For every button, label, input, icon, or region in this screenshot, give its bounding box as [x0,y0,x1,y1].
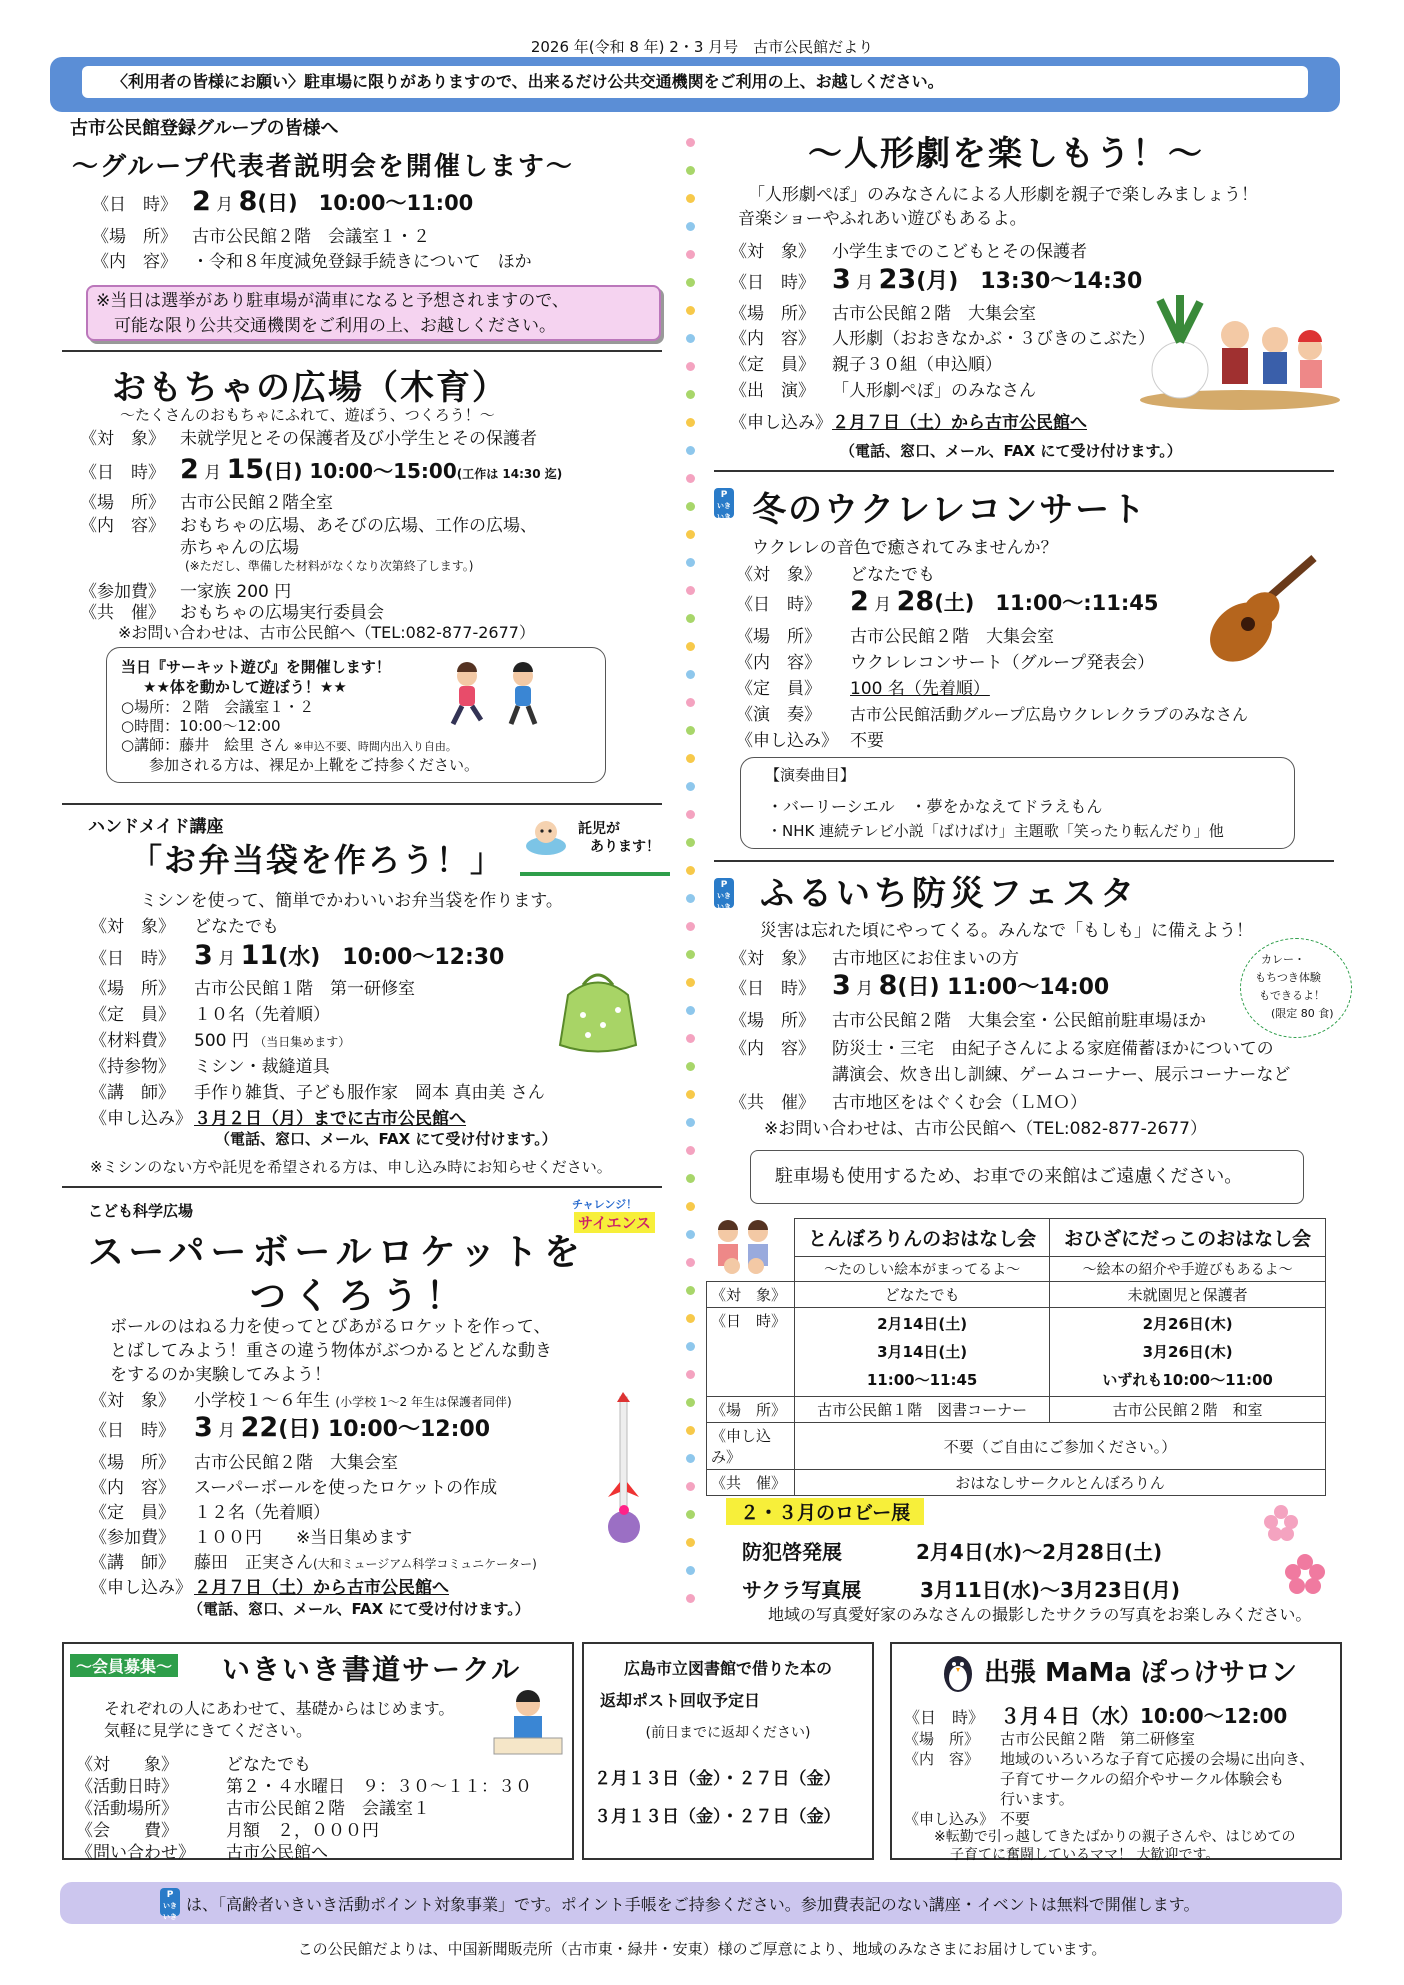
circuit-sub: ★★体を動かして遊ぼう！★★ [143,678,347,696]
date-value: 第２・４水曜日 ９：３０〜１１：３０ [226,1777,532,1797]
library-title2: 返却ポスト回収予定日 [600,1691,761,1710]
library-box [582,1642,874,1860]
points-icon: P いきいき [160,1888,180,1916]
bento-bag-illustration [548,960,648,1060]
fee-value: １００円 ※当日集めます [194,1528,413,1548]
circuit-shoes: 参加される方は、裸足か上靴をご持参ください。 [149,756,480,774]
date-month: 2 [850,586,869,617]
col2-time: いずれも10:00〜11:00 [1102,1371,1273,1389]
col2-title: おひざにだっこのおはなし会 [1050,1219,1326,1257]
col1-sub: 〜たのしい絵本がまってるよ〜 [795,1257,1050,1282]
content-line2: 子育てサークルの紹介やサークル体験会も [1000,1770,1285,1788]
col1-date2: 3月14日(土) [877,1343,968,1361]
host-value: 古市地区をはぐくむ会（ＬＭＯ） [832,1093,1087,1113]
shodo-desc1: それぞれの人にあわせて、基礎からはじめます。 [104,1699,455,1718]
target-value: どなたでも [850,565,935,585]
date-rest: (日) 10:00〜12:00 [278,1417,491,1442]
col1-target: どなたでも [795,1282,1050,1308]
date-rest: (日) 10:00〜11:00 [257,191,474,215]
label-place: 《場 所》 [736,627,821,647]
notice-text: 〈利用者の皆様にお願い〉駐車場に限りがありますので、出来るだけ公共交通機関をご利用の上、お越しください。 [82,66,1308,98]
lobby-e1-date: 2月4日(水)〜2月28日(土) [916,1540,1163,1564]
date-day: 8 [878,970,898,1001]
divider [62,803,662,805]
label-teacher: 《講 師》 [90,1083,175,1103]
content-line3: 行います。 [1000,1790,1074,1808]
label-date: 《日 時》 [730,273,815,293]
bento-note: ※ミシンのない方や託児を希望される方は、申し込み時にお知らせください。 [90,1158,612,1176]
date-month: 3 [194,1412,213,1443]
date-rest: (月) 13:30〜14:30 [916,269,1143,294]
page-footer: この公民館だよりは、中国新聞販売所（古市東・緑井・安東）様のご厚意により、地域のみなさまにお届けしています。 [297,1940,1107,1958]
library-title1: 広島市立図書館で借りた本の [623,1659,832,1678]
ukulele-illustration [1196,550,1326,670]
target-value: どなたでも [226,1755,311,1775]
content-line1: おもちゃの広場、あそびの広場、工作の広場、 [180,516,537,536]
target-value: 未就学児とその保護者及び小学生とその保護者 [180,429,537,449]
science-desc1: ボールのはねる力を使ってとびあがるロケットを作って、 [110,1317,551,1337]
bento-pre: ハンドメイド講座 [88,817,224,837]
fee-value: 一家族 200 円 [180,582,292,602]
contact-value: 古市公民館へ [226,1843,328,1863]
circuit-time: ○時間：10:00〜12:00 [121,717,281,735]
content-value: ・令和８年度減免登録手続きについて ほか [192,252,532,272]
apply-value: 不要（ご自由にご参加ください。） [795,1423,1326,1470]
content-line1: 地域のいろいろな子育て応援の会場に出向き、 [1000,1750,1315,1768]
col2-date1: 2月26日(木) [1142,1315,1233,1333]
content-line1: 防災士・三宅 由紀子さんによる家庭備蓄ほかについての [832,1039,1274,1059]
song-line2: ・NHK 連続テレビ小説「ばけばけ」主題歌「笑ったり転んだり」他 [767,822,1224,840]
date-note: (工作は 14:30 迄) [456,467,563,481]
label-target: 《対 象》 [736,565,821,585]
place-value: 古市公民館２階全室 [180,493,333,513]
label-apply: 《申し込み》 [707,1423,795,1470]
green-underline [520,872,670,876]
puppet-desc1: 「人形劇ぺぽ」のみなさんによる人形劇を親子で楽しみましょう！ [748,185,1258,205]
label-cap: 《定 員》 [90,1005,175,1025]
ohanashi-table [706,1218,1326,1496]
col1-date1: 2月14日(土) [877,1315,968,1333]
note-line1: ※当日は選挙があり駐車場が満車になると予想されますので、 [96,291,569,311]
apply-value: 不要 [1000,1810,1031,1828]
label-date: 《日 時》 [736,595,821,615]
date-day: 11 [240,940,279,971]
lobby-e2-date: 3月11日(水)〜3月23日(月) [920,1578,1181,1602]
label-place: 《場 所》 [90,979,175,999]
songs-box [740,757,1295,849]
apply-value: 不要 [850,731,884,751]
science-desc3: をするのか実験してみよう！ [110,1365,331,1385]
curry-bubble [1240,938,1352,1038]
label-target: 《対 象》 [730,949,815,969]
date-month: 2 [180,454,199,485]
points-icon: P いきいき [714,878,734,908]
label-bring: 《持参物》 [90,1057,175,1077]
note-line2: 可能な限り公共交通機関をご利用の上、お越しください。 [114,316,556,336]
toy-subtitle: 〜たくさんのおもちゃにふれて、遊ぼう、つくろう！〜 [120,406,495,424]
contact-line: ※お問い合わせは、古市公民館へ（TEL:082-877-2677） [764,1119,1207,1139]
place-value: 古市公民館２階 大集会室 [194,1453,398,1473]
cap-value: 親子３０組（申込順） [832,355,1002,375]
date-day: 8 [238,186,258,217]
teacher-value: 藤田 正実さん [194,1553,313,1573]
label-content: 《内 容》 [90,1478,175,1498]
date-value: ３月４日（水）10:00〜12:00 [1000,1704,1288,1728]
target-value: どなたでも [194,917,279,937]
date-rest: (日) 10:00〜15:00 [264,459,457,483]
label-date: 《日 時》 [90,949,175,969]
place-value: 古市公民館２階 大集会室・公民館前駐車場ほか [832,1011,1206,1031]
science-title2: つくろう！ [250,1276,471,1317]
label-perf: 《演 奏》 [736,705,821,725]
running-kids-illustration [437,662,557,732]
place-value: 古市公民館２階 大集会室 [832,304,1036,324]
science-desc2: とばしてみよう！重さの違う物体がぶつかるとどんな動き [110,1341,552,1361]
bento-title: 「お弁当袋を作ろう！」 [130,841,505,879]
library-date1: ２月１３日（金）・２７日（金） [594,1769,841,1789]
apply-sub: （電話、窓口、メール、FAX にて受け付けます。） [215,1130,557,1148]
content-line2: 赤ちゃんの広場 [180,538,299,558]
target-value: 小学生までのこどもとその保護者 [832,242,1087,262]
label-place: 《場 所》 [80,493,165,513]
label-apply: 《申し込み》 [90,1109,192,1129]
label-content: 《内 容》 [92,252,177,272]
label-cast: 《出 演》 [730,381,815,401]
science-pre: こども科学広場 [88,1202,194,1220]
divider [62,350,662,352]
place-value: 古市公民館１階 第一研修室 [194,979,415,999]
turnip-illustration [1140,290,1345,410]
shodo-desc2: 気軽に見学にきてください。 [104,1721,313,1740]
science-badge: サイエンス [574,1212,655,1233]
date-month: 3 [832,264,851,295]
date-rest: (日) 11:00〜14:00 [897,975,1110,1000]
bousai-title: ふるいち防災フェスタ [760,874,1139,914]
label-host: 《共 催》 [707,1470,795,1496]
circuit-note: ※申込不要、時間内出入り自由。 [293,740,457,753]
points-text: は、「高齢者いきいき活動ポイント対象事業」です。ポイント手帳をご持参ください。参加費表記のない講座・イベントは無料で開催します。 [186,1895,1200,1914]
label-place: 《場 所》 [707,1397,795,1423]
ukulele-title: 冬のウクレレコンサート [752,490,1148,530]
label-target: 《対 象》 [76,1755,178,1775]
label-target: 《対 象》 [90,1391,175,1411]
points-banner [60,1882,1342,1924]
label-target: 《対 象》 [730,242,815,262]
apply-value: ３月２日（月）までに古市公民館へ [194,1109,466,1129]
cap-value: １２名（先着順） [194,1503,330,1523]
date-day: 23 [878,264,917,295]
label-date: 《日 時》 [904,1708,985,1727]
label-contact: 《問い合わせ》 [76,1843,195,1863]
label-date: 《日 時》 [92,195,177,215]
lobby-e1-name: 防犯啓発展 [742,1540,842,1564]
label-content: 《内 容》 [730,1039,815,1059]
fee-value: 月額 ２，０００円 [226,1821,379,1841]
col2-place: 古市公民館２階 和室 [1050,1397,1326,1423]
song-line1: ・バーリーシエル ・夢をかなえてドラえもん [767,797,1103,816]
label-date: 《活動日時》 [76,1777,178,1797]
label-place: 《場 所》 [90,1453,175,1473]
ukulele-desc: ウクレレの音色で癒されてみませんか？ [752,538,1058,558]
teacher-note: (大和ミュージアム科学コミュニケーター) [313,1557,537,1571]
election-notice [86,285,661,341]
date-rest: (水) 10:00〜12:30 [278,945,505,970]
label-fee: 《参加費》 [80,582,165,602]
mat-note: （当日集めます） [254,1035,351,1049]
content-value: 人形劇（おおきなかぶ・３びきのこぶた） [832,329,1155,349]
target-value: 小学校１〜６年生 [194,1391,330,1411]
contact-line: ※お問い合わせは、古市公民館へ（TEL:082-877-2677） [118,623,535,642]
label-mat: 《材料費》 [90,1031,175,1051]
label-apply: 《申し込み》 [736,731,838,751]
label-teacher: 《講 師》 [90,1553,175,1573]
apply-value: ２月７日（土）から古市公民館へ [194,1578,449,1598]
curry-line3: もできるよ！ [1259,989,1325,1002]
label-place: 《場 所》 [730,1011,815,1031]
date-month: 2 [192,186,211,217]
mama-note1: ※転勤で引っ越してきたばかりの親子さんや、はじめての [934,1829,1296,1845]
col2-sub: 〜絵本の紹介や手遊びもあるよ〜 [1050,1257,1326,1282]
shodo-title: いきいき書道サークル [222,1653,522,1686]
shodo-badge: 〜会員募集〜 [70,1654,178,1677]
shodo-box [62,1642,574,1863]
place-value: 古市公民館２階 大集会室 [850,627,1054,647]
divider [714,860,1334,862]
col2-date2: 3月26日(木) [1142,1343,1233,1361]
content-value: スーパーボールを使ったロケットの作成 [194,1478,498,1498]
mama-note2: 子育てに奮闘しているママ！ 大歓迎です。 [950,1847,1220,1863]
label-apply: 《申し込み》 [90,1578,192,1598]
target-value: 古市地区にお住まいの方 [832,949,1019,969]
circuit-place: ○場所：２階 会議室１・２ [121,698,315,716]
label-fee: 《会 費》 [76,1821,178,1841]
label-content: 《内 容》 [80,516,165,536]
col1-time: 11:00〜11:45 [866,1371,978,1389]
teacher-value: 手作り雑貨、子ども服作家 岡本 真由美 さん [194,1083,545,1103]
label-place: 《活動場所》 [76,1799,178,1819]
date-rest: (土) 11:00〜:11:45 [934,591,1159,615]
label-place: 《場 所》 [730,304,815,324]
page-header: 2026 年(令和 8 年) 2・3 月号 古市公民館だより [530,38,874,56]
group-title: 〜グループ代表者説明会を開催します〜 [72,152,574,182]
puppet-title: 〜人形劇を楽しもう！〜 [808,134,1204,174]
library-date2: ３月１３日（金）・２７日（金） [594,1807,841,1827]
science-badge-top: チャレンジ！ [572,1198,638,1211]
mat-value: 500 円 [194,1031,249,1051]
label-date: 《日 時》 [90,1421,175,1441]
cap-value: 100 名（先着順） [850,679,990,699]
label-target: 《対 象》 [90,917,175,937]
apply-value: ２月７日（土）から古市公民館へ [832,413,1087,433]
date-day: 28 [896,586,935,617]
parking-notice: 駐車場も使用するため、お車での来館はご遠慮ください。 [750,1150,1304,1204]
place-value: 古市公民館２階 第二研修室 [1000,1730,1196,1748]
label-place: 《場 所》 [904,1730,980,1748]
baby-icon [524,818,572,858]
date-month: 3 [832,970,851,1001]
curry-line4: (限定 80 食) [1271,1007,1334,1020]
label-host: 《共 催》 [730,1093,815,1113]
penguin-icon [936,1650,980,1694]
label-content: 《内 容》 [904,1750,980,1768]
library-sub: (前日までに返却ください) [645,1725,811,1741]
childcare-label1: 託児が [578,821,620,837]
bousai-desc: 災害は忘れた頃にやってくる。みんなで「もしも」に備えよう！ [760,921,1253,941]
label-content: 《内 容》 [730,329,815,349]
host-value: おもちゃの広場実行委員会 [180,603,384,623]
label-date: 《日 時》 [707,1308,795,1397]
rocket-illustration [600,1392,650,1562]
center-divider [686,138,700,1608]
curry-line1: カレー・ [1261,953,1305,966]
content-note: (※ただし、準備した材料がなくなり次第終了します。) [185,559,474,573]
puppet-desc2: 音楽ショーやふれあい遊びもあるよ。 [738,209,1027,229]
label-cap: 《定 員》 [730,355,815,375]
lobby-e2-name: サクラ写真展 [742,1578,862,1602]
col1-title: とんぼろりんのおはなし会 [795,1219,1050,1257]
date-day: 22 [240,1412,279,1443]
date-day: 15 [226,454,265,485]
place-value: 古市公民館２階 会議室１ [226,1799,430,1819]
label-host: 《共 催》 [80,603,165,623]
divider [62,1186,662,1188]
label-cap: 《定 員》 [736,679,821,699]
label-content: 《内 容》 [736,653,821,673]
content-value: ウクレレコンサート（グループ発表会） [850,653,1155,673]
cast-value: 「人形劇ぺぽ」のみなさん [832,381,1036,401]
mama-title: 出張 MaMa ぽっけサロン [984,1658,1297,1688]
label-apply: 《申し込み》 [730,413,832,433]
target-note: (小学校 1〜2 年生は保護者同伴) [335,1395,512,1409]
col1-place: 古市公民館１階 図書コーナー [795,1397,1050,1423]
points-icon: P いきいき [714,488,734,518]
label-target: 《対 象》 [707,1282,795,1308]
science-title1: スーパーボールロケットを [88,1232,586,1273]
content-line2: 講演会、炊き出し訓練、ゲームコーナー、展示コーナーなど [832,1065,1291,1085]
apply-sub: （電話、窓口、メール、FAX にて受け付けます。） [840,442,1182,460]
divider [714,470,1334,472]
label-cap: 《定 員》 [90,1503,175,1523]
circuit-teacher: ○講師：藤井 絵里 さん [121,736,289,754]
bento-sub: ミシンを使って、簡単でかわいいお弁当袋を作ります。 [140,891,563,911]
perf-value: 古市公民館活動グループ広島ウクレレクラブのみなさん [850,705,1249,724]
label-apply: 《申し込み》 [904,1810,995,1828]
host-value: おはなしサークルとんぼろりん [795,1470,1326,1496]
sakura-icon [1255,1500,1335,1600]
col2-target: 未就園児と保護者 [1050,1282,1326,1308]
toy-title: おもちゃの広場（木育） [112,368,508,408]
label-place: 《場 所》 [92,227,177,247]
label-date: 《日 時》 [80,463,165,483]
calligraphy-illustration [488,1688,568,1758]
label-fee: 《参加費》 [90,1528,175,1548]
date-month: 3 [194,940,213,971]
group-pre: 古市公民館登録グループの皆様へ [70,118,339,139]
bring-value: ミシン・裁縫道具 [194,1057,330,1077]
childcare-label2: あります！ [590,839,660,855]
apply-sub: （電話、窓口、メール、FAX にて受け付けます。） [188,1600,530,1618]
label-date: 《日 時》 [730,979,815,999]
circuit-box [106,647,606,783]
curry-line2: もちつき体験 [1255,971,1321,984]
mama-box [890,1642,1342,1863]
circuit-title: 当日『サーキット遊び』を開催します！ [121,658,391,676]
cap-value: １０名（先着順） [194,1005,330,1025]
label-target: 《対 象》 [80,429,165,449]
lobby-note: 地域の写真愛好家のみなさんの撮影したサクラの写真をお楽しみください。 [768,1605,1312,1624]
lobby-title: ２・３月のロビー展 [726,1498,924,1525]
place-value: 古市公民館２階 会議室１・２ [192,227,430,247]
songs-header: 【演奏曲目】 [765,766,856,784]
